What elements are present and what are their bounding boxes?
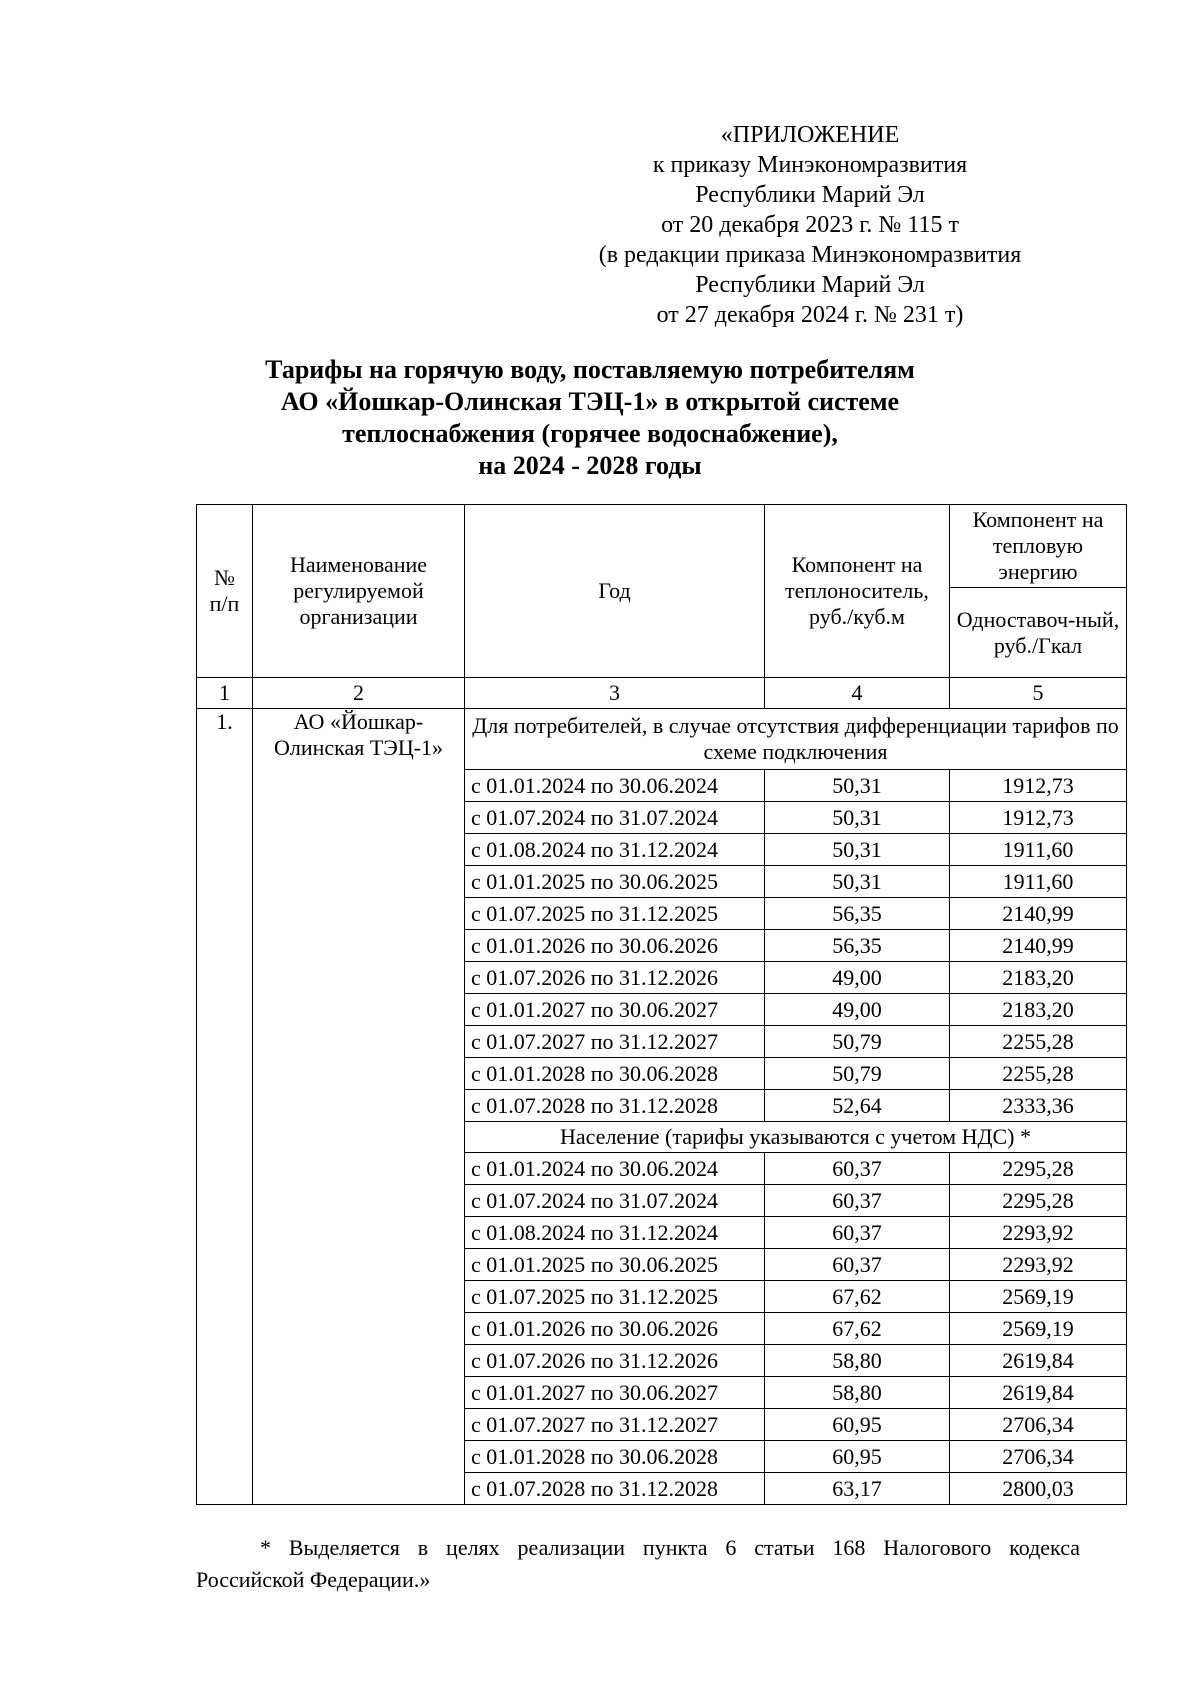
thermal-cell: 2140,99 [950,930,1127,962]
thermal-cell: 2140,99 [950,898,1127,930]
column-number: 4 [765,678,950,709]
thermal-cell: 2706,34 [950,1409,1127,1441]
period-cell: с 01.07.2028 по 31.12.2028 [465,1090,765,1122]
period-cell: с 01.08.2024 по 31.12.2024 [465,1217,765,1249]
carrier-cell: 50,31 [765,802,950,834]
thermal-cell: 2255,28 [950,1026,1127,1058]
period-cell: с 01.07.2027 по 31.12.2027 [465,1026,765,1058]
period-cell: с 01.07.2025 по 31.12.2025 [465,1281,765,1313]
period-cell: с 01.01.2027 по 30.06.2027 [465,1377,765,1409]
carrier-cell: 50,79 [765,1058,950,1090]
period-cell: с 01.01.2025 по 30.06.2025 [465,866,765,898]
carrier-cell: 58,80 [765,1345,950,1377]
period-cell: с 01.07.2024 по 31.07.2024 [465,1185,765,1217]
carrier-cell: 49,00 [765,994,950,1026]
period-cell: с 01.08.2024 по 31.12.2024 [465,834,765,866]
header-year: Год [465,505,765,678]
group-header: Для потребителей, в случае отсутствия дифференциации тарифов по схеме подключения [465,709,1127,770]
header-org: Наименование регулируемой организации [253,505,465,678]
carrier-cell: 67,62 [765,1313,950,1345]
thermal-cell: 1912,73 [950,802,1127,834]
carrier-cell: 50,31 [765,770,950,802]
thermal-cell: 2183,20 [950,994,1127,1026]
header-single-rate: Одноставоч-ный, руб./Гкал [950,588,1127,678]
appendix-line: от 20 декабря 2023 г. № 115 т [661,212,959,238]
thermal-cell: 2293,92 [950,1217,1127,1249]
carrier-cell: 60,37 [765,1217,950,1249]
thermal-cell: 2295,28 [950,1185,1127,1217]
appendix-line: (в редакции приказа Минэкономразвития [598,242,1022,268]
carrier-cell: 58,80 [765,1377,950,1409]
title-line: Тарифы на горячую воду, поставляемую потребителям [265,355,915,384]
carrier-cell: 52,64 [765,1090,950,1122]
carrier-cell: 56,35 [765,930,950,962]
title-line: АО «Йошкар-Олинская ТЭЦ-1» в открытой системе [280,387,900,416]
appendix-line: от 27 декабря 2024 г. № 231 т) [656,302,964,328]
column-number: 5 [950,678,1127,709]
thermal-cell: 1912,73 [950,770,1127,802]
period-cell: с 01.01.2028 по 30.06.2028 [465,1058,765,1090]
document-title [160,354,1020,482]
organization-name: АО «Йошкар-Олинская ТЭЦ-1» [253,709,465,1505]
tariff-table [196,504,1127,1505]
carrier-cell: 63,17 [765,1473,950,1505]
thermal-cell: 2295,28 [950,1153,1127,1185]
thermal-cell: 2619,84 [950,1377,1127,1409]
period-cell: с 01.07.2024 по 31.07.2024 [465,802,765,834]
period-cell: с 01.07.2025 по 31.12.2025 [465,898,765,930]
period-cell: с 01.01.2028 по 30.06.2028 [465,1441,765,1473]
thermal-cell: 1911,60 [950,866,1127,898]
period-cell: с 01.01.2024 по 30.06.2024 [465,1153,765,1185]
header-thermal: Компонент на тепловую энергию [950,505,1127,588]
period-cell: с 01.07.2027 по 31.12.2027 [465,1409,765,1441]
carrier-cell: 60,37 [765,1153,950,1185]
row-number: 1. [197,709,253,1505]
header-carrier: Компонент на теплоноситель, руб./куб.м [765,505,950,678]
column-number: 2 [253,678,465,709]
period-cell: с 01.01.2026 по 30.06.2026 [465,1313,765,1345]
thermal-cell: 1911,60 [950,834,1127,866]
footnote [196,1532,1080,1596]
appendix-line: «ПРИЛОЖЕНИЕ [720,122,900,148]
carrier-cell: 50,79 [765,1026,950,1058]
column-number: 1 [197,678,253,709]
footnote-line: Российской Федерации.» [196,1567,431,1592]
carrier-cell: 60,95 [765,1409,950,1441]
period-cell: с 01.01.2025 по 30.06.2025 [465,1249,765,1281]
carrier-cell: 60,37 [765,1185,950,1217]
thermal-cell: 2333,36 [950,1090,1127,1122]
thermal-cell: 2569,19 [950,1281,1127,1313]
carrier-cell: 49,00 [765,962,950,994]
thermal-cell: 2183,20 [950,962,1127,994]
title-line: теплоснабжения (горячее водоснабжение), [342,419,838,448]
carrier-cell: 56,35 [765,898,950,930]
thermal-cell: 2619,84 [950,1345,1127,1377]
carrier-cell: 50,31 [765,866,950,898]
period-cell: с 01.07.2026 по 31.12.2026 [465,962,765,994]
group-header: Население (тарифы указываются с учетом НДС) * [465,1122,1127,1153]
tariff-table-body [197,709,1127,1505]
thermal-cell: 2800,03 [950,1473,1127,1505]
footnote-line: * Выделяется в целях реализации пункта 6 статьи 168 Налогового кодекса [260,1535,1080,1560]
appendix-line: к приказу Минэкономразвития [652,152,968,178]
carrier-cell: 50,31 [765,834,950,866]
thermal-cell: 2569,19 [950,1313,1127,1345]
carrier-cell: 67,62 [765,1281,950,1313]
carrier-cell: 60,95 [765,1441,950,1473]
carrier-cell: 60,37 [765,1249,950,1281]
title-line: на 2024 - 2028 годы [478,451,702,480]
thermal-cell: 2706,34 [950,1441,1127,1473]
period-cell: с 01.01.2027 по 30.06.2027 [465,994,765,1026]
period-cell: с 01.01.2026 по 30.06.2026 [465,930,765,962]
thermal-cell: 2255,28 [950,1058,1127,1090]
column-number: 3 [465,678,765,709]
period-cell: с 01.01.2024 по 30.06.2024 [465,770,765,802]
appendix-line: Республики Марий Эл [695,272,925,298]
period-cell: с 01.07.2026 по 31.12.2026 [465,1345,765,1377]
period-cell: с 01.07.2028 по 31.12.2028 [465,1473,765,1505]
header-num: № п/п [197,505,253,678]
thermal-cell: 2293,92 [950,1249,1127,1281]
appendix-header [560,120,1060,330]
appendix-line: Республики Марий Эл [695,182,925,208]
